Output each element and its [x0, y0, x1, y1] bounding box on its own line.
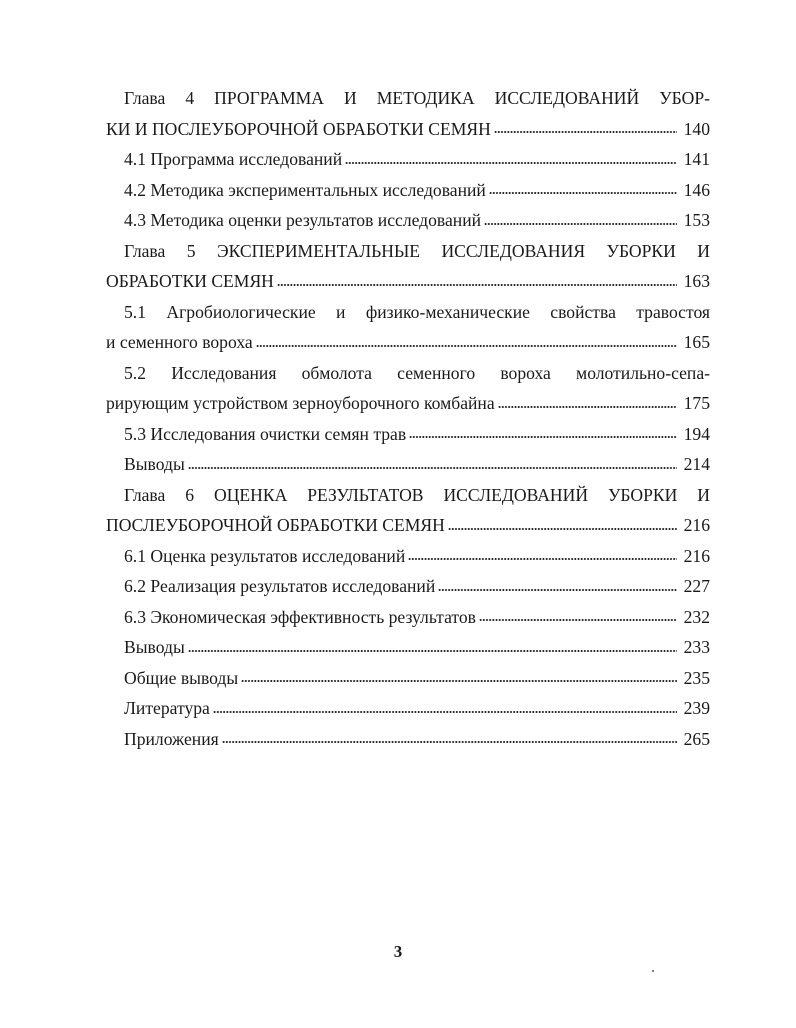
toc-entry: [106, 693, 710, 724]
dot-leader: [409, 436, 677, 438]
toc-entry: [106, 358, 710, 389]
toc-entry-title: Литература: [124, 698, 210, 718]
toc-entry-title: Выводы: [124, 454, 185, 474]
toc-entry: [106, 297, 710, 328]
toc-entry-title: 5.2 Исследования обмолота семенного вороха молотильно-сепа-: [124, 362, 710, 383]
toc-entry-page: 233: [683, 637, 710, 657]
page-number: 3: [393, 942, 403, 961]
toc-entry-page: 175: [683, 393, 710, 413]
dot-leader: [213, 711, 677, 713]
toc-entry-title: Глава 4 ПРОГРАММА И МЕТОДИКА ИССЛЕДОВАНИЙ УБОР-: [124, 88, 710, 108]
toc-entry: [106, 388, 710, 419]
toc-entry-page: 140: [683, 118, 710, 139]
toc-entry-title: 4.3 Методика оценки результатов исследований: [124, 210, 482, 230]
toc-entry-title: 4.1 Программа исследований: [124, 149, 343, 169]
toc-entry-title: 5.3 Исследования очистки семян трав: [124, 423, 407, 444]
toc-entry: [106, 144, 710, 175]
toc-entry: [106, 114, 710, 145]
dot-leader: [438, 589, 677, 591]
toc-entry: [106, 541, 710, 572]
dot-leader: [241, 680, 677, 682]
toc-entry-page: 146: [683, 179, 710, 200]
toc-entry-title: 4.2 Методика экспериментальных исследований: [124, 179, 486, 200]
toc-entry-title: и семенного вороха: [106, 332, 253, 352]
toc-entry-page: 194: [683, 423, 710, 444]
scan-speck: [652, 970, 654, 972]
dot-leader: [484, 223, 677, 225]
toc-entry-page: 239: [683, 698, 710, 718]
dot-leader: [489, 192, 677, 194]
toc-entry-page: 265: [683, 728, 710, 749]
dot-leader: [188, 650, 677, 652]
toc-entry-title: ОБРАБОТКИ СЕМЯН: [106, 271, 274, 291]
toc-entry-title: 6.1 Оценка результатов исследований: [124, 545, 406, 566]
toc-entry-page: 216: [683, 515, 710, 535]
toc-entry: [106, 236, 710, 267]
toc-entry: [106, 266, 710, 297]
toc-entry: [106, 602, 710, 633]
toc-entry: [106, 510, 710, 541]
dot-leader: [408, 558, 677, 560]
dot-leader: [188, 467, 677, 469]
toc-entry: [106, 724, 710, 755]
toc-entry-title: Приложения: [124, 728, 219, 749]
toc-entry-title: КИ И ПОСЛЕУБОРОЧНОЙ ОБРАБОТКИ СЕМЯН: [106, 118, 491, 139]
toc-entry-title: 6.3 Экономическая эффективность результатов: [124, 606, 476, 627]
toc-entry-page: 235: [683, 667, 710, 688]
dot-leader: [345, 162, 677, 164]
toc-entry-title: рирующим устройством зерноуборочного комбайна: [106, 393, 495, 413]
toc-entry-title: Глава 6 ОЦЕНКА РЕЗУЛЬТАТОВ ИССЛЕДОВАНИЙ УБОРКИ И: [124, 484, 710, 505]
table-of-contents: [106, 83, 710, 754]
toc-entry-page: 216: [683, 545, 710, 566]
dot-leader: [277, 284, 677, 286]
toc-entry-page: 165: [683, 332, 710, 352]
toc-entry-page: 214: [683, 454, 710, 474]
dot-leader: [479, 619, 677, 621]
toc-entry: [106, 449, 710, 480]
toc-entry-title: 6.2 Реализация результатов исследований: [124, 576, 436, 596]
dot-leader: [448, 528, 677, 530]
toc-entry-title: Глава 5 ЭКСПЕРИМЕНТАЛЬНЫЕ ИССЛЕДОВАНИЯ УБОРКИ И: [124, 240, 710, 261]
toc-entry: [106, 571, 710, 602]
toc-entry-page: 141: [683, 149, 710, 169]
toc-entry: [106, 205, 710, 236]
toc-entry-page: 153: [683, 210, 710, 230]
dot-leader: [256, 345, 677, 347]
toc-entry: [106, 83, 710, 114]
dot-leader: [222, 741, 677, 743]
dot-leader: [498, 406, 677, 408]
toc-entry-title: Общие выводы: [124, 667, 239, 688]
toc-entry-page: 227: [683, 576, 710, 596]
toc-entry-page: 163: [683, 271, 710, 291]
toc-entry-page: 232: [683, 606, 710, 627]
toc-entry: [106, 327, 710, 358]
toc-entry-title: ПОСЛЕУБОРОЧНОЙ ОБРАБОТКИ СЕМЯН: [106, 515, 445, 535]
toc-entry: [106, 632, 710, 663]
toc-entry-title: 5.1 Агробиологические и физико-механические свойства травостоя: [124, 301, 710, 322]
toc-entry: [106, 419, 710, 450]
toc-entry: [106, 480, 710, 511]
toc-entry: [106, 175, 710, 206]
toc-entry: [106, 663, 710, 694]
toc-entry-title: Выводы: [124, 637, 185, 657]
dot-leader: [494, 131, 677, 133]
